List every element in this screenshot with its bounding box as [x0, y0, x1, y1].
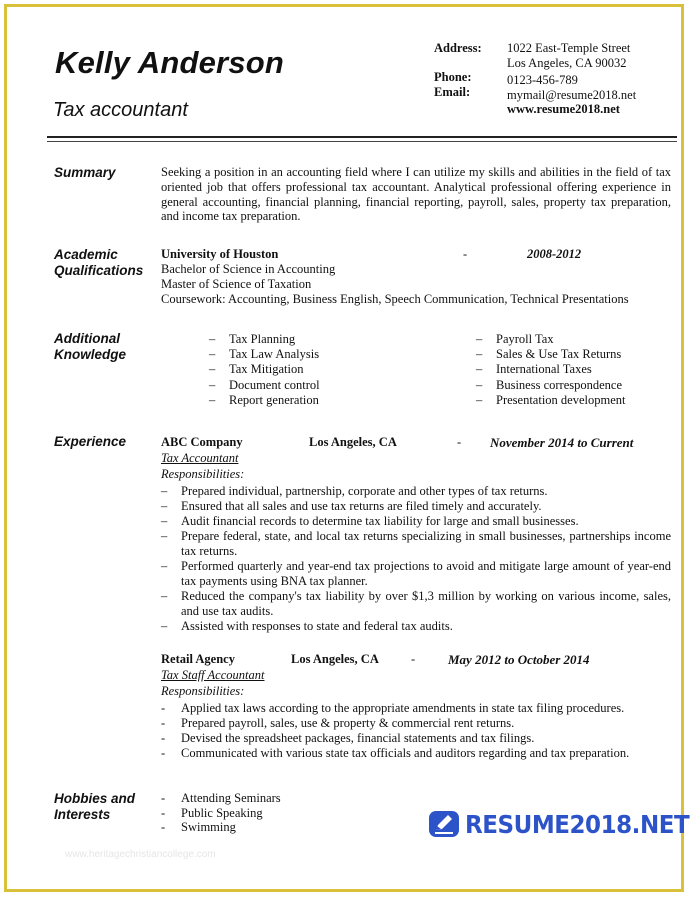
candidate-name: Kelly Anderson	[55, 45, 285, 80]
list-item: – Assisted with responses to state and federal tax audits.	[161, 619, 453, 633]
list-item: - Prepared payroll, sales, use & property & commercial rent returns.	[161, 716, 515, 730]
email-label: Email:	[434, 84, 471, 99]
header-rule-thin	[47, 141, 677, 142]
summary-heading: Summary	[54, 165, 116, 180]
job-dates: May 2012 to October 2014	[448, 652, 590, 667]
coursework: Coursework: Accounting, Business English, Speech Communication, Technical Presentations	[161, 292, 629, 306]
separator-dash: -	[463, 247, 468, 261]
phone-value: 0123-456-789	[507, 73, 578, 87]
job-bullets-abc	[161, 484, 671, 634]
academic-section	[161, 247, 681, 307]
website-link[interactable]: www.resume2018.net	[507, 102, 620, 116]
academic-heading-line2: Qualifications	[54, 263, 144, 278]
academic-heading-line1: Academic	[54, 247, 118, 262]
job-dates: November 2014 to Current	[490, 435, 634, 450]
pencil-icon	[429, 811, 459, 837]
job-title: Tax accountant	[53, 99, 188, 121]
university-line	[161, 247, 681, 262]
list-item: – Prepared individual, partnership, corporate and other types of tax returns.	[161, 484, 548, 498]
resume2018-logo	[429, 807, 692, 841]
header-rule	[47, 136, 677, 138]
job-role: Tax Staff Accountant	[161, 668, 265, 682]
address-line2: Los Angeles, CA 90032	[507, 55, 627, 70]
watermark: www.heritagechristiancollege.com	[65, 849, 216, 860]
separator-dash: -	[411, 652, 416, 666]
list-item: - Public Speaking	[161, 805, 263, 820]
job-bullets-retail	[161, 701, 671, 761]
hobbies-heading	[54, 791, 135, 823]
hobbies-heading-line1: Hobbies and	[54, 791, 136, 806]
company-name: ABC Company	[161, 435, 243, 449]
list-item: – Audit financial records to determine tax liability for large and small businesses.	[161, 514, 579, 528]
hobbies-heading-line2: Interests	[54, 807, 111, 822]
contact-labels	[434, 41, 482, 99]
job-header-abc	[161, 435, 661, 451]
list-item: - Communicated with various state tax officials and auditors regarding and tax preparation.	[161, 746, 630, 760]
job-header-retail	[161, 652, 661, 668]
degree-bachelor: Bachelor of Science in Accounting	[161, 262, 336, 276]
hobbies-list	[161, 791, 281, 835]
experience-heading: Experience	[54, 434, 127, 449]
email-value[interactable]: mymail@resume2018.net	[507, 87, 637, 102]
resume-page: Kelly Anderson Tax accountant Address: Phone: Email: 1022 East-Temple Street Los Angeles, CA 90032 0123-456-789 mymail@resume2018.net www.resume2018.net Summary Seeking a position in an accounting field where I can utilize my skills and abilities in the field of tax oriented job that offers professional tax accountant. Analytical professional offering experience in general accounting, financial planning, financial reporting, payroll, sales, property tax preparation, and income tax preparation. Academic Qualifications University of Houston - 2008-2012 Bachelor of Science in Accounting Master of Science of Taxation Coursework: Accounting, Business English, Speech Communication, Technical Presentations Additional Knowledge – Tax Planning – Tax Law Analysis – Tax Mitigation – Document control – Report generation – Payroll Tax – Sales & Use Tax Returns – International Taxes – Business correspondence – Presentation development Experience ABC Company Los Angeles, CA - November 2014 to Current Tax Accountant Responsibilities: – Prepared individual, partnership, corporate and other types of tax returns. – Ensured that all sales and use tax returns are filed timely and accurately. – Audit financial records to determine tax liability for large and small businesses. – Prepare federal, state, and local tax returns specializing in small businesses, partnerships income tax returns. – Performed quarterly and year-end tax projections to avoid and mitigate large amount of year-end tax payments using BNA tax planner. – Reduced the company's tax liability by over $1,3 million by working on various income, sales, and use tax audits. – Assisted with responses to state and federal tax audits. Retail Agency Los Angeles, CA - May 2012 to October 2014 Tax Staff Accountant Responsibilities: - Applied tax laws according to the appropriate amendments in state tax filing procedures. - Prepared payroll, sales, use & property & commercial rent returns. - Devised the spreadsheet packages, financial statements and tax filings. - Communicated with various state tax officials and auditors regarding and tax preparation. Hobbies and Interests - Attending Seminars - Public Speaking - Swimming www.heritagechristiancollege.com RESUME2018.NET	[7, 7, 681, 889]
phone-label: Phone:	[434, 70, 472, 84]
address-label: Address:	[434, 41, 482, 55]
list-item: – Reduced the company's tax liability by over $1,3 million by working on various income, sales, and use tax audits.	[161, 589, 671, 618]
job-location: Los Angeles, CA	[291, 652, 379, 666]
job-location: Los Angeles, CA	[309, 435, 397, 449]
responsibilities-label: Responsibilities:	[161, 684, 245, 698]
logo-text: RESUME2018.NET	[465, 809, 690, 839]
knowledge-heading-line2: Knowledge	[54, 347, 127, 362]
responsibilities-label: Responsibilities:	[161, 467, 245, 481]
knowledge-heading	[54, 331, 126, 363]
list-item: – Ensured that all sales and use tax returns are filed timely and accurately.	[161, 499, 542, 513]
company-name: Retail Agency	[161, 652, 235, 666]
list-item: – Performed quarterly and year-end tax projections to avoid and mitigate large amount of year-end tax payments using BNA tax planner.	[161, 559, 671, 588]
academic-heading	[54, 247, 143, 279]
knowledge-heading-line1: Additional	[54, 331, 120, 346]
academic-dates: 2008-2012	[527, 247, 582, 261]
university-name: University of Houston	[161, 247, 279, 261]
list-item: - Applied tax laws according to the appropriate amendments in state tax filing procedures.	[161, 701, 625, 715]
list-item: - Swimming	[161, 820, 236, 834]
summary-text: Seeking a position in an accounting field where I can utilize my skills and abilities in the field of tax oriented job that offers professional tax accountant. Analytical professional offering experience in general accounting, financial planning, financial reporting, payroll, sales, property tax preparation, and income tax preparation.	[161, 165, 671, 224]
list-item: - Devised the spreadsheet packages, financial statements and tax filings.	[161, 731, 535, 745]
job-role: Tax Accountant	[161, 451, 239, 465]
address-line1: 1022 East-Temple Street	[507, 41, 631, 55]
separator-dash: -	[457, 435, 462, 449]
degree-master: Master of Science of Taxation	[161, 277, 312, 291]
contact-values	[507, 41, 636, 117]
list-item: – Prepare federal, state, and local tax returns specializing in small businesses, partnerships income tax returns.	[161, 529, 671, 558]
list-item: - Attending Seminars	[161, 791, 281, 805]
